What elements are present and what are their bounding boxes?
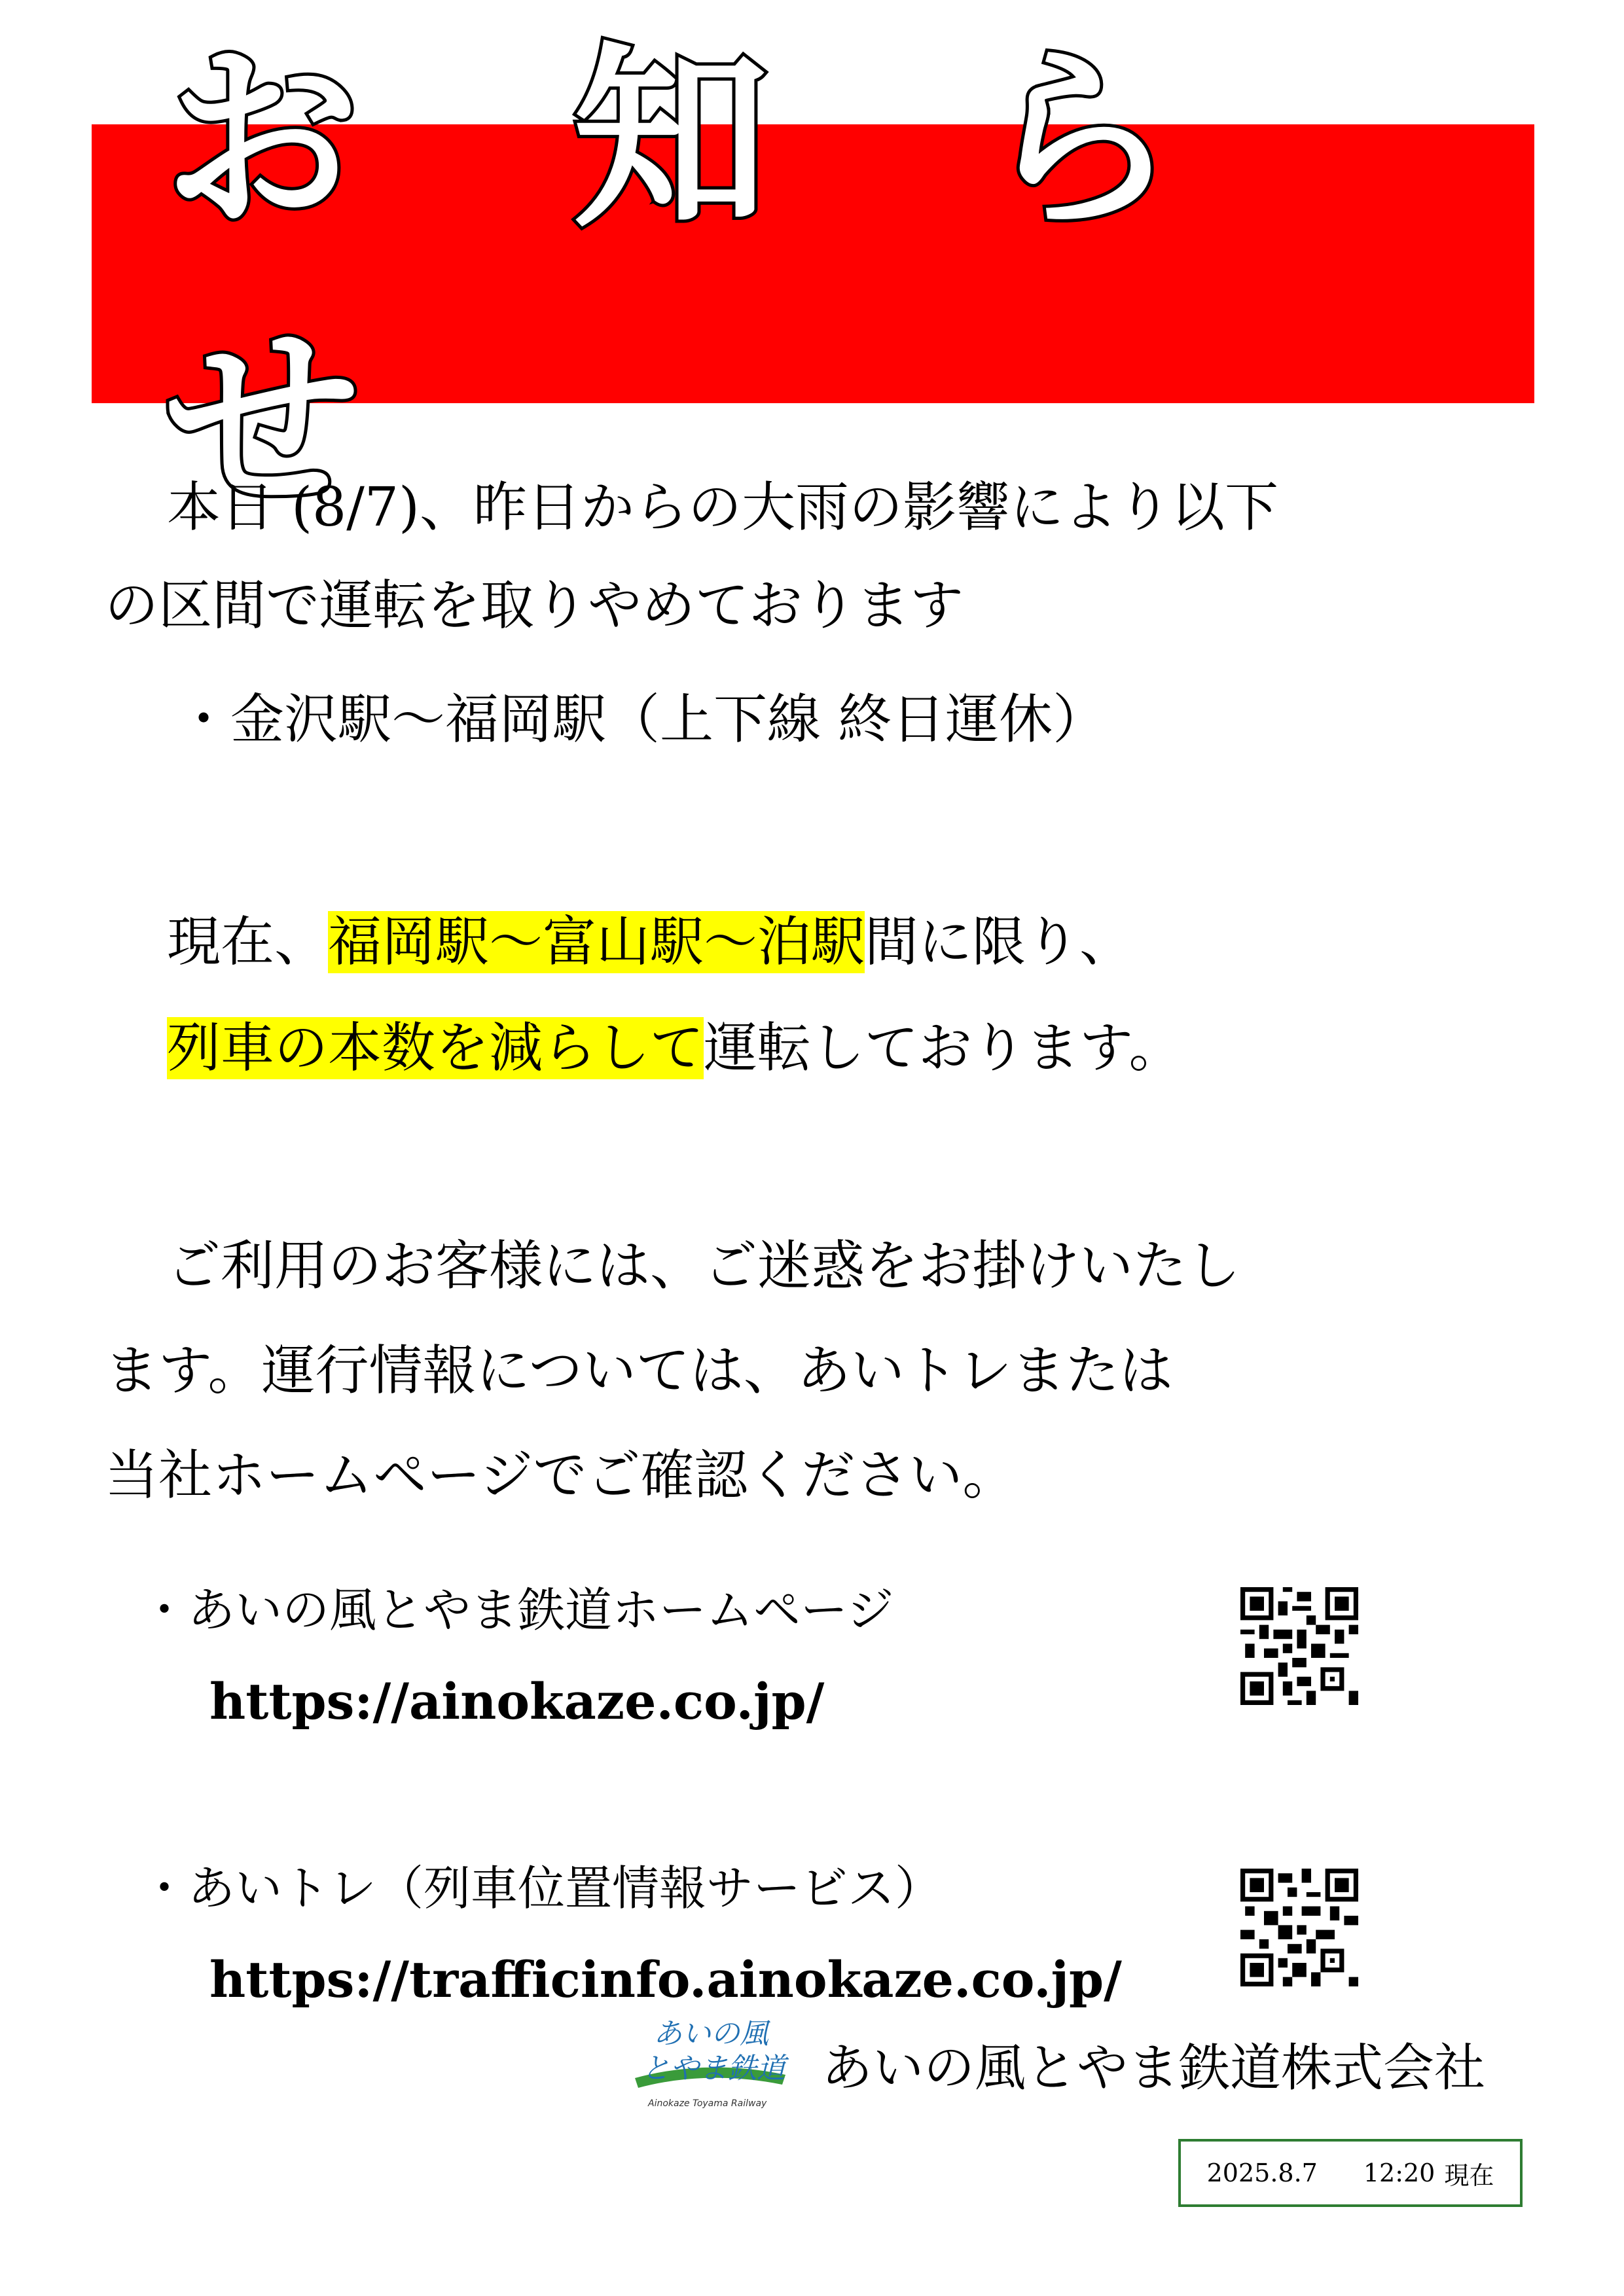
logo-line-2: とやま鉄道 — [641, 2052, 785, 2085]
aitore-url[interactable]: https://trafficinfo.ainokaze.co.jp/ — [209, 1950, 1122, 2009]
homepage-link-label: ・あいの風とやま鉄道ホームページ — [141, 1583, 894, 1638]
paragraph-2-line-1 — [167, 910, 1133, 975]
paragraph-1-line-1: 本日 (8/7)、昨日からの大雨の影響により以下 — [167, 476, 1279, 539]
p2-text-post: 間に限り、 — [865, 911, 1134, 973]
p2-line2-post: 運転しております。 — [704, 1017, 1183, 1079]
logo-line-1: あいの風 — [653, 2017, 768, 2051]
company-name: あいの風とやま鉄道株式会社 — [821, 2039, 1486, 2098]
banner-title: お 知 ら せ — [164, 26, 1250, 536]
company-logo-graphic — [628, 2003, 792, 2121]
homepage-qr-code[interactable] — [1240, 1587, 1358, 1705]
homepage-url[interactable]: https://ainokaze.co.jp/ — [209, 1672, 825, 1731]
closed-section-item: ・金沢駅～福岡駅（上下線 終日運休） — [177, 689, 1107, 751]
paragraph-2-line-2 — [167, 1016, 1182, 1081]
paragraph-1-line-2: の区間で運転を取りやめております — [105, 575, 964, 637]
timestamp-box — [1178, 2139, 1523, 2207]
paragraph-3-line-2: ます。運行情報については、あいトレまたは — [105, 1340, 1173, 1402]
p2-text-pre: 現在、 — [167, 911, 329, 973]
logo-subtitle: Ainokaze Toyama Railway — [648, 2098, 767, 2109]
timestamp-suffix: 現在 — [1444, 2161, 1494, 2190]
aitore-link-label: ・あいトレ（列車位置情報サービス） — [141, 1861, 943, 1916]
highlighted-reduced-service: 列車の本数を減らして — [167, 1017, 704, 1079]
company-logo — [628, 2003, 792, 2121]
timestamp-time: 12:20 — [1363, 2159, 1435, 2187]
timestamp-date: 2025.8.7 — [1206, 2159, 1318, 2187]
paragraph-3-line-3: 当社ホームページでご確認ください。 — [105, 1444, 1017, 1507]
paragraph-3-line-1: ご利用のお客様には、ご迷惑をお掛けいたし — [167, 1235, 1241, 1297]
highlighted-section: 福岡駅～富山駅～泊駅 — [328, 911, 865, 973]
aitore-qr-code[interactable] — [1240, 1869, 1358, 1986]
